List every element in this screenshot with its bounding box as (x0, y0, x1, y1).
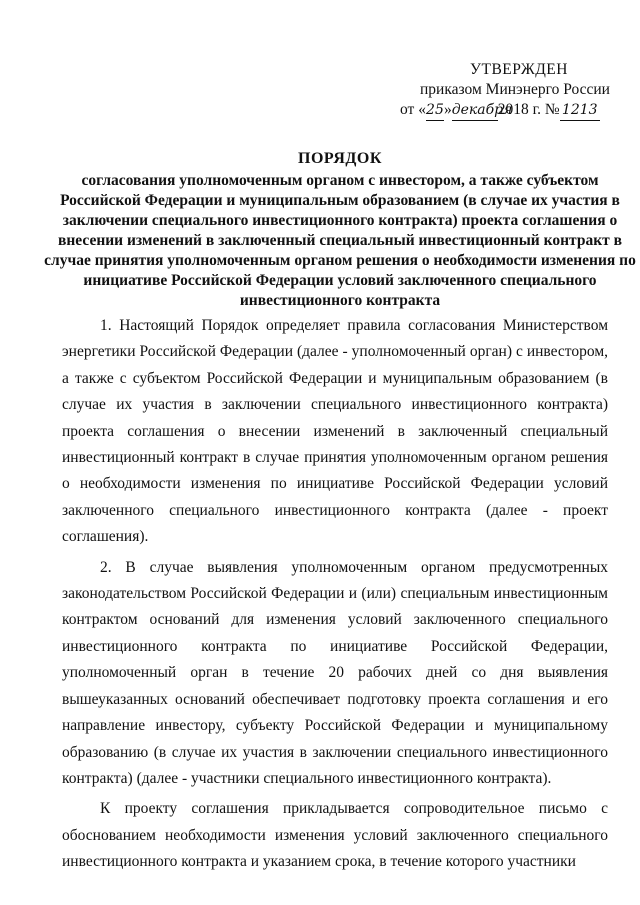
approval-order-line: приказом Минэнерго России (420, 81, 610, 98)
approval-title: УТВЕРЖДЕН (470, 61, 568, 78)
approval-date-line (400, 100, 630, 121)
document-heading (40, 149, 640, 311)
handwritten-day: 25 (426, 100, 444, 121)
approval-year-text: 2018 г. № (497, 101, 560, 118)
paragraph-2: 2. В случае выявления уполномоченным органом предусмотренных законодательством Российской Федерации и (или) специальным инвестиционным контрактом оснований для изменения условий заключенного специального инвестиционного контракта по инициативе Российской Федерации, уполномоченный орган в течение 20 рабочих дней со дня выявления вышеуказанных оснований обеспечивает подготовку проекта соглашения и его направление инвестору, субъекту Российской Федерации и муниципальному образованию (в случае их участия в заключении специального инвестиционного контракта) (далее - участники специального инвестиционного контракта). (62, 558, 608, 787)
approval-date-prefix: от « (400, 101, 426, 118)
handwritten-month: декабря (452, 100, 498, 121)
document-body (62, 313, 608, 880)
handwritten-order-number: 1213 (560, 100, 600, 121)
approval-block (400, 60, 630, 121)
paragraph-1: 1. Настоящий Порядок определяет правила согласования Министерством энергетики Российской Федерации (далее - уполномоченный орган) с инвестором, а также с субъектом Российской Федерации и муниципальным образованием (в случае их участия в заключении специального инвестиционного контракта) проекта соглашения о внесении изменений в заключенный специальный инвестиционный контракт в случае принятия уполномоченным органом решения о необходимости изменения по инициативе Российской Федерации условий заключенного специального инвестиционного контракта (далее - проект соглашения). (62, 317, 608, 546)
heading-subtitle: согласования уполномоченным органом с инвестором, а также субъектом Российской Федерации и муниципальным образованием (в случае их участия в заключении специального инвестиционного контракта) проекта соглашения о внесении изменений в заключенный специальный инвестиционный контракт в случае принятия уполномоченным органом решения о необходимости изменения по инициативе Российской Федерации условий заключенного специального инвестиционного контракта (44, 172, 636, 309)
paragraph-3: К проекту соглашения прикладывается сопроводительное письмо с обоснованием необходимости изменения условий заключенного специального инвестиционного контракта и указанием срока, в течение которого участники (62, 800, 608, 871)
heading-title: ПОРЯДОК (298, 150, 382, 167)
approval-quote-close: » (443, 101, 452, 118)
